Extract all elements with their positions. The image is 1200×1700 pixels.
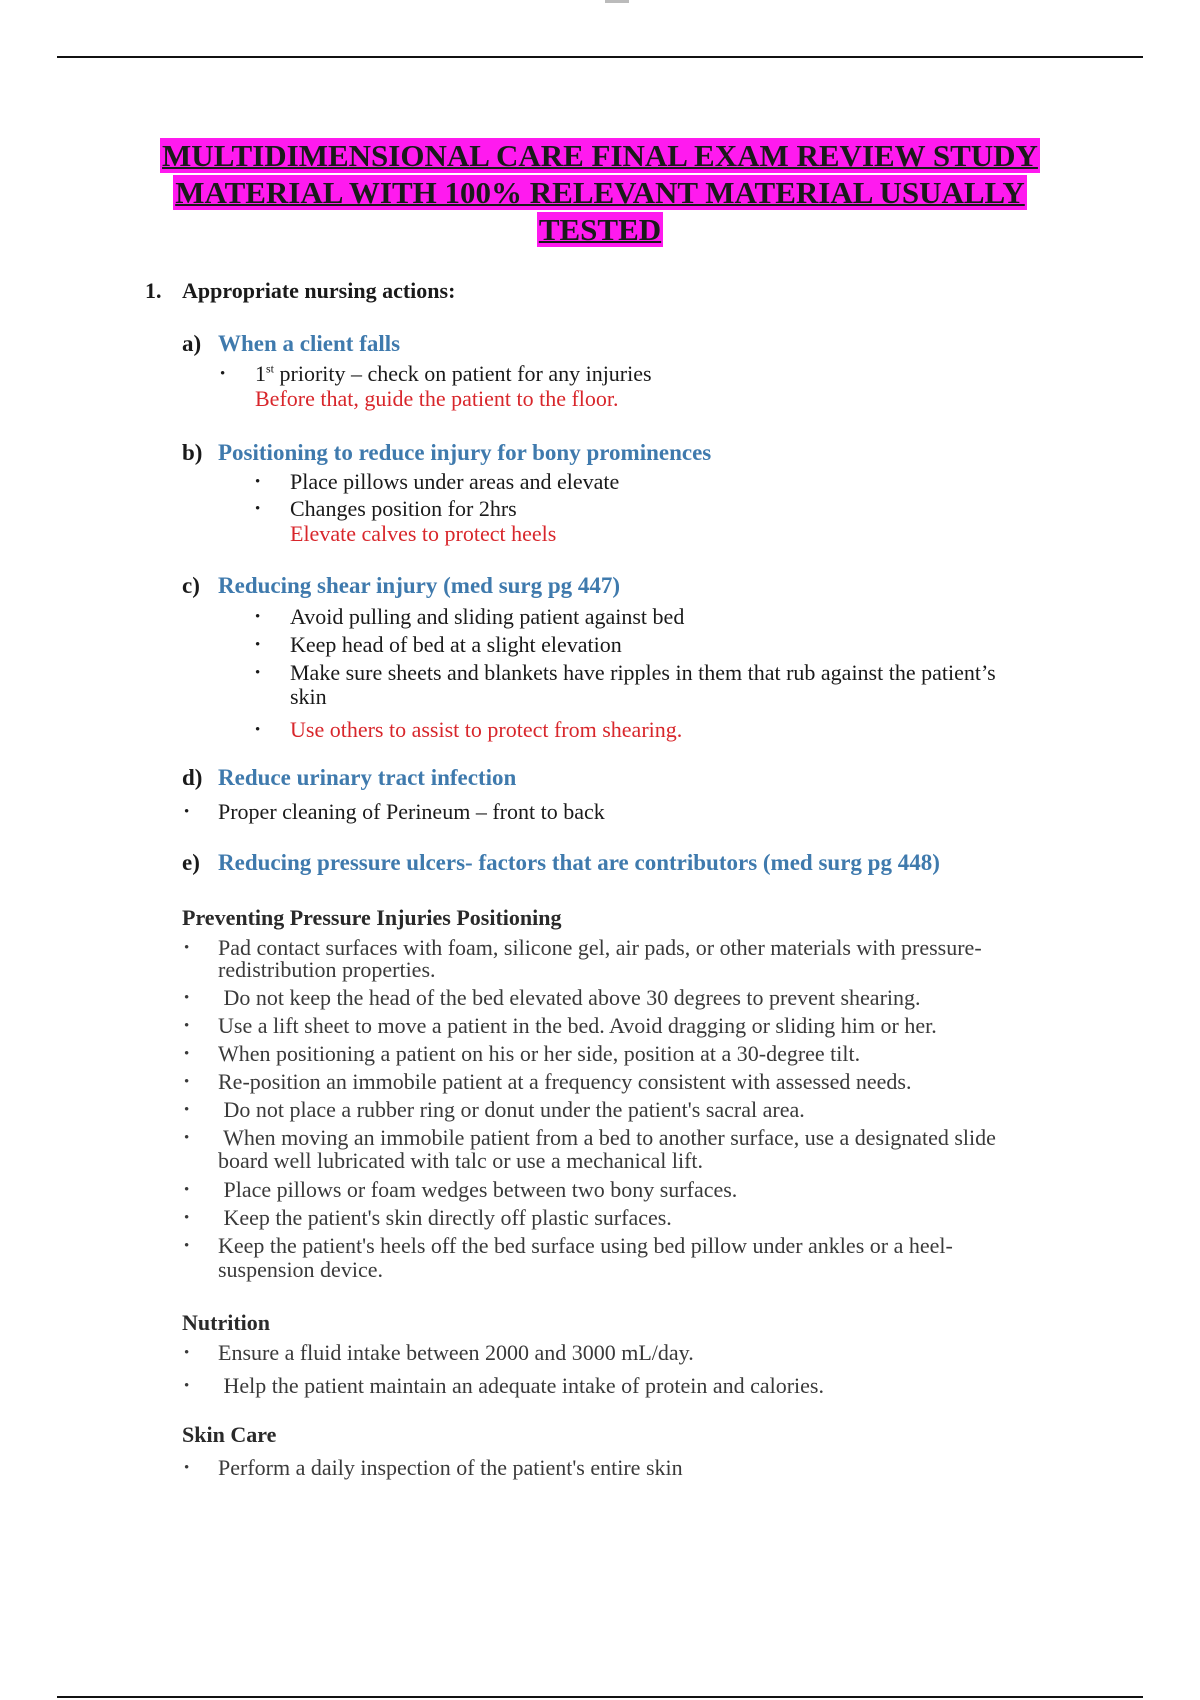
list-item: [255, 660, 996, 685]
list-item: [184, 1455, 683, 1480]
item-text: Keep the patient's skin directly off plastic surfaces.: [218, 1205, 672, 1230]
section-d-heading: [182, 765, 516, 791]
list-item: [184, 985, 921, 1010]
document-title: [130, 137, 1070, 248]
list-item: [220, 361, 652, 386]
list-item: [184, 1013, 937, 1038]
bullet-icon: •: [255, 722, 261, 738]
item-text: Re-position an immobile patient at a frequency consistent with assessed needs.: [218, 1069, 912, 1094]
item-text: Make sure sheets and blankets have ripples in them that rub against the patient’s: [290, 660, 996, 685]
bullet-icon: •: [184, 804, 190, 820]
item-text: Place pillows or foam wedges between two bony surfaces.: [218, 1177, 738, 1202]
section-b-heading: [182, 440, 711, 466]
note-text: Before that, guide the patient to the floor.: [255, 386, 619, 411]
section-title: When a client falls: [218, 331, 401, 356]
section-title: Positioning to reduce injury for bony prominences: [218, 440, 712, 465]
bullet-icon: •: [220, 366, 226, 382]
item-text: When positioning a patient on his or her side, position at a 30-degree tilt.: [218, 1041, 861, 1066]
bullet-icon: •: [184, 1210, 190, 1226]
bullet-icon: •: [184, 1102, 190, 1118]
header-rule: [57, 56, 1143, 58]
list-item: [184, 1097, 805, 1122]
section-e-heading: [182, 850, 940, 876]
question-number: 1.: [145, 278, 162, 303]
list-item: [184, 1373, 824, 1398]
item-text: Place pillows under areas and elevate: [290, 469, 620, 494]
list-item: [255, 604, 685, 629]
ordinal-suffix: st: [266, 361, 275, 376]
bullet-icon: •: [255, 609, 261, 625]
section-letter: a): [182, 331, 202, 356]
priority-number: 1: [255, 361, 266, 386]
section-c-heading: [182, 573, 620, 599]
list-item: [184, 1177, 738, 1202]
title-line-2: MATERIAL WITH 100% RELEVANT MATERIAL USUALLY: [175, 175, 1025, 210]
skin-care-heading: Skin Care: [182, 1422, 277, 1447]
question-1: [145, 278, 1200, 303]
section-a-heading: [182, 331, 400, 357]
item-text: Use a lift sheet to move a patient in the bed. Avoid dragging or sliding him or her.: [218, 1013, 937, 1038]
item-text: Avoid pulling and sliding patient against bed: [290, 604, 685, 629]
item-text: Pad contact surfaces with foam, silicone gel, air pads, or other materials with pressure-: [218, 935, 982, 960]
section-letter: e): [182, 850, 200, 875]
item-text: Do not place a rubber ring or donut under the patient's sacral area.: [218, 1097, 805, 1122]
list-item: [255, 469, 620, 494]
bullet-icon: •: [184, 1238, 190, 1254]
bullet-icon: •: [255, 665, 261, 681]
bullet-icon: •: [255, 501, 261, 517]
list-item: [184, 1041, 861, 1066]
positioning-heading: Preventing Pressure Injuries Positioning: [182, 905, 562, 930]
note-text: Elevate calves to protect heels: [290, 521, 557, 546]
nutrition-heading: Nutrition: [182, 1310, 270, 1335]
page-top-mark: [605, 0, 629, 3]
title-line-1: MULTIDIMENSIONAL CARE FINAL EXAM REVIEW STUDY: [162, 138, 1038, 173]
section-letter: b): [182, 440, 203, 465]
list-item: [255, 632, 622, 657]
bullet-icon: •: [255, 637, 261, 653]
item-text-continued: board well lubricated with talc or use a mechanical lift.: [218, 1148, 704, 1173]
list-item: [184, 1233, 953, 1258]
item-text-continued: suspension device.: [218, 1257, 383, 1282]
section-title: Reducing shear injury (med surg pg 447): [218, 573, 621, 598]
section-letter: c): [182, 573, 200, 598]
list-item: [184, 1069, 912, 1094]
bullet-icon: •: [184, 1182, 190, 1198]
question-label: Appropriate nursing actions:: [182, 278, 456, 303]
item-text: Ensure a fluid intake between 2000 and 3000 mL/day.: [218, 1340, 694, 1365]
bullet-icon: •: [255, 474, 261, 490]
list-item: [184, 799, 605, 824]
title-line-3: TESTED: [538, 212, 662, 247]
bullet-icon: •: [184, 1345, 190, 1361]
bullet-icon: •: [184, 1074, 190, 1090]
section-title: Reduce urinary tract infection: [218, 765, 517, 790]
item-text-continued: redistribution properties.: [218, 957, 436, 982]
item-text: Keep head of bed at a slight elevation: [290, 632, 622, 657]
bullet-icon: •: [184, 1018, 190, 1034]
item-text: Changes position for 2hrs: [290, 496, 517, 521]
bullet-icon: •: [184, 1460, 190, 1476]
item-text: Perform a daily inspection of the patient's entire skin: [218, 1455, 683, 1480]
item-text: Help the patient maintain an adequate intake of protein and calories.: [218, 1373, 824, 1398]
bullet-icon: •: [184, 1378, 190, 1394]
footer-rule: [57, 1696, 1143, 1698]
list-item: [184, 1205, 672, 1230]
bullet-icon: •: [184, 1046, 190, 1062]
item-text: When moving an immobile patient from a bed to another surface, use a designated slide: [218, 1125, 996, 1150]
bullet-icon: •: [184, 940, 190, 956]
note-text: Use others to assist to protect from shearing.: [290, 717, 683, 742]
section-letter: d): [182, 765, 203, 790]
list-item: [184, 1340, 694, 1365]
item-text: Keep the patient's heels off the bed surface using bed pillow under ankles or a heel-: [218, 1233, 953, 1258]
item-text: Proper cleaning of Perineum – front to back: [218, 799, 605, 824]
item-text: Do not keep the head of the bed elevated above 30 degrees to prevent shearing.: [218, 985, 921, 1010]
bullet-icon: •: [184, 1130, 190, 1146]
item-text: priority – check on patient for any injuries: [274, 361, 652, 386]
item-text-continued: skin: [290, 684, 327, 709]
list-item: [184, 1125, 996, 1150]
list-item: [255, 496, 517, 521]
list-item: [255, 717, 683, 742]
bullet-icon: •: [184, 990, 190, 1006]
section-title: Reducing pressure ulcers- factors that are contributors (med surg pg 448): [218, 850, 940, 875]
